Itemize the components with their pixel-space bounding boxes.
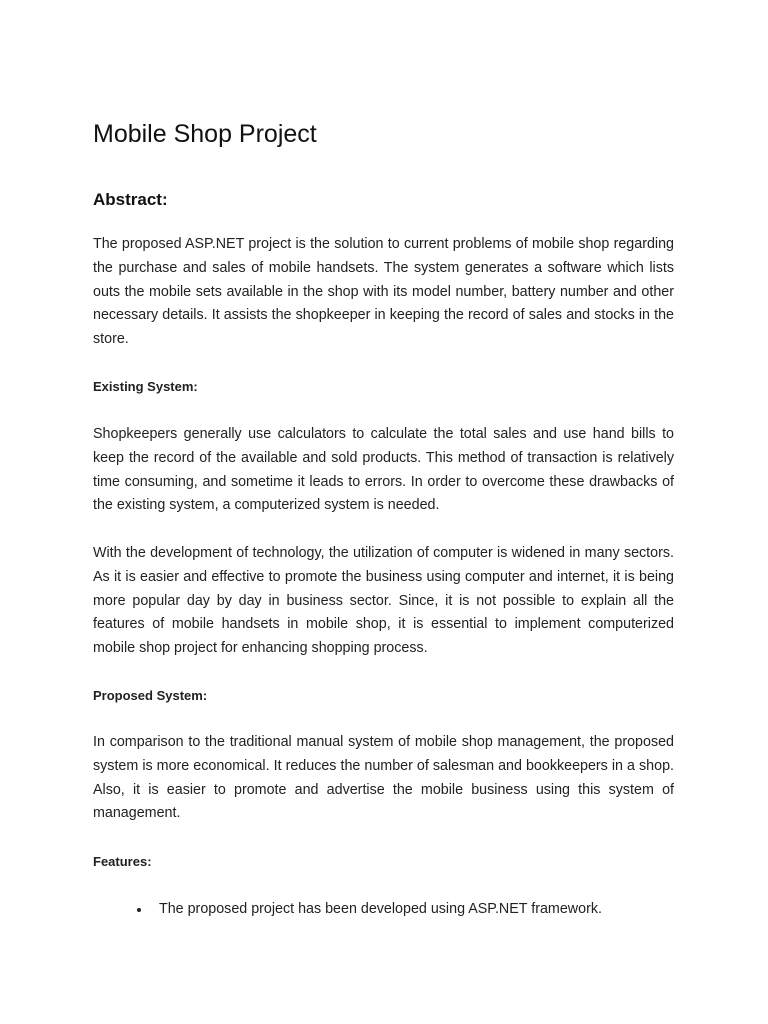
existing-system-heading: Existing System: — [93, 379, 198, 394]
proposed-system-paragraph: In comparison to the traditional manual system of mobile shop management, the proposed system is more economical. It reduces the number of salesman and bookkeepers in a shop. Also, it is easier to promote and advertise the mobile business using this system of management. — [93, 734, 674, 822]
bullet-icon — [137, 908, 141, 912]
features-list — [93, 898, 674, 922]
abstract-paragraph: The proposed ASP.NET project is the solution to current problems of mobile shop regarding the purchase and sales of mobile handsets. The system generates a software which lists outs the mobile sets available in the shop with its model number, battery number and other necessary details. It assists the shopkeeper in keeping the record of sales and stocks in the store. — [93, 236, 674, 348]
features-heading: Features: — [93, 854, 152, 869]
document-title: Mobile Shop Project — [93, 120, 317, 148]
abstract-heading: Abstract: — [93, 190, 168, 209]
existing-system-paragraph-1: Shopkeepers generally use calculators to calculate the total sales and use hand bills to keep the record of the available and sold products. This method of transaction is relatively time consuming, and sometime it leads to errors. In order to overcome these drawbacks of the existing system, a computerized system is needed. — [93, 426, 674, 514]
proposed-system-heading: Proposed System: — [93, 688, 208, 703]
existing-system-paragraph-2: With the development of technology, the utilization of computer is widened in many sectors. As it is easier and effective to promote the business using computer and internet, it is being more popular day by day in business sector. Since, it is not possible to explain all the features of mobile handsets in mobile shop, it is essential to implement computerized mobile shop project for enhancing shopping process. — [93, 545, 674, 657]
feature-item — [93, 898, 674, 922]
feature-item-text: The proposed project has been developed using ASP.NET framework. — [159, 901, 602, 917]
